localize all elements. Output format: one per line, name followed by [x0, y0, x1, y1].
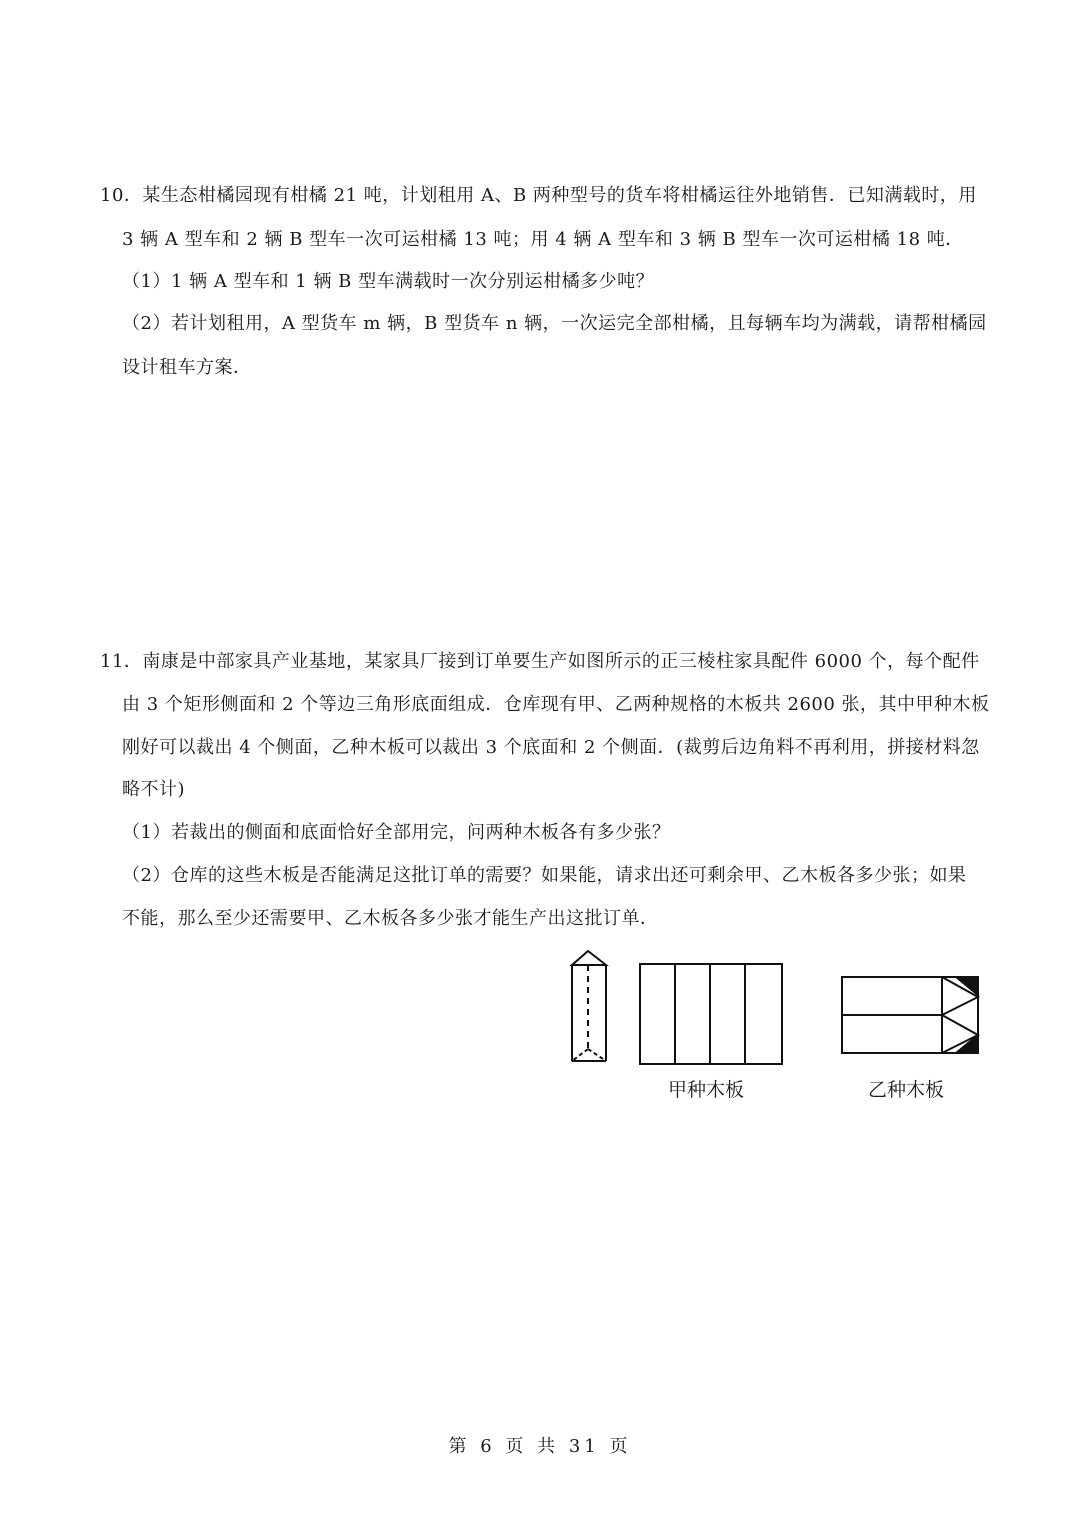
board-b-figure	[838, 973, 984, 1059]
problem-10-line-2: 3 辆 A 型车和 2 辆 B 型车一次可运柑橘 13 吨；用 4 辆 A 型车和 3 辆 B 型车一次可运柑橘 18 吨．	[122, 229, 964, 250]
board-b-label: 乙种木板	[868, 1079, 945, 1101]
problem-11-question-2-line-1: （2）仓库的这些木板是否能满足这批订单的需要？如果能，请求出还可剩余甲、乙木板各多少张；如果	[122, 865, 967, 886]
page-number: 第 6 页 共 31 页	[448, 1436, 632, 1457]
problem-11-question-1: （1）若裁出的侧面和底面恰好全部用完，问两种木板各有多少张？	[122, 822, 671, 843]
problem-10-question-2-line-2: 设计租车方案．	[122, 357, 252, 378]
problem-11-line-4: 略不计)	[122, 779, 186, 800]
board-a-figure	[636, 960, 786, 1070]
problem-10-question-1: （1）1 辆 A 型车和 1 辆 B 型车满载时一次分别运柑橘多少吨？	[122, 271, 655, 292]
problem-11-line-3: 刚好可以裁出 4 个侧面，乙种木板可以裁出 3 个底面和 2 个侧面．(裁剪后边角料不再利用，拼接材料忽	[122, 737, 980, 758]
problem-11-line-1: 11．南康是中部家具产业基地，某家具厂接到订单要生产如图所示的正三棱柱家具配件 6000 个，每个配件	[100, 651, 980, 672]
problem-11-line-2: 由 3 个矩形侧面和 2 个等边三角形底面组成．仓库现有甲、乙两种规格的木板共 2600 张，其中甲种木板	[122, 694, 990, 715]
board-a-label: 甲种木板	[668, 1079, 745, 1101]
problem-10-question-2-line-1: （2）若计划租用，A 型货车 m 辆，B 型货车 n 辆，一次运完全部柑橘，且每辆车均为满载，请帮柑橘园	[122, 313, 987, 334]
problem-10-line-1: 10．某生态柑橘园现有柑橘 21 吨，计划租用 A、B 两种型号的货车将柑橘运往外地销售．已知满载时，用	[100, 185, 977, 206]
problem-11-question-2-line-2: 不能，那么至少还需要甲、乙木板各多少张才能生产出这批订单．	[122, 908, 659, 929]
triangular-prism-figure	[560, 945, 620, 1070]
